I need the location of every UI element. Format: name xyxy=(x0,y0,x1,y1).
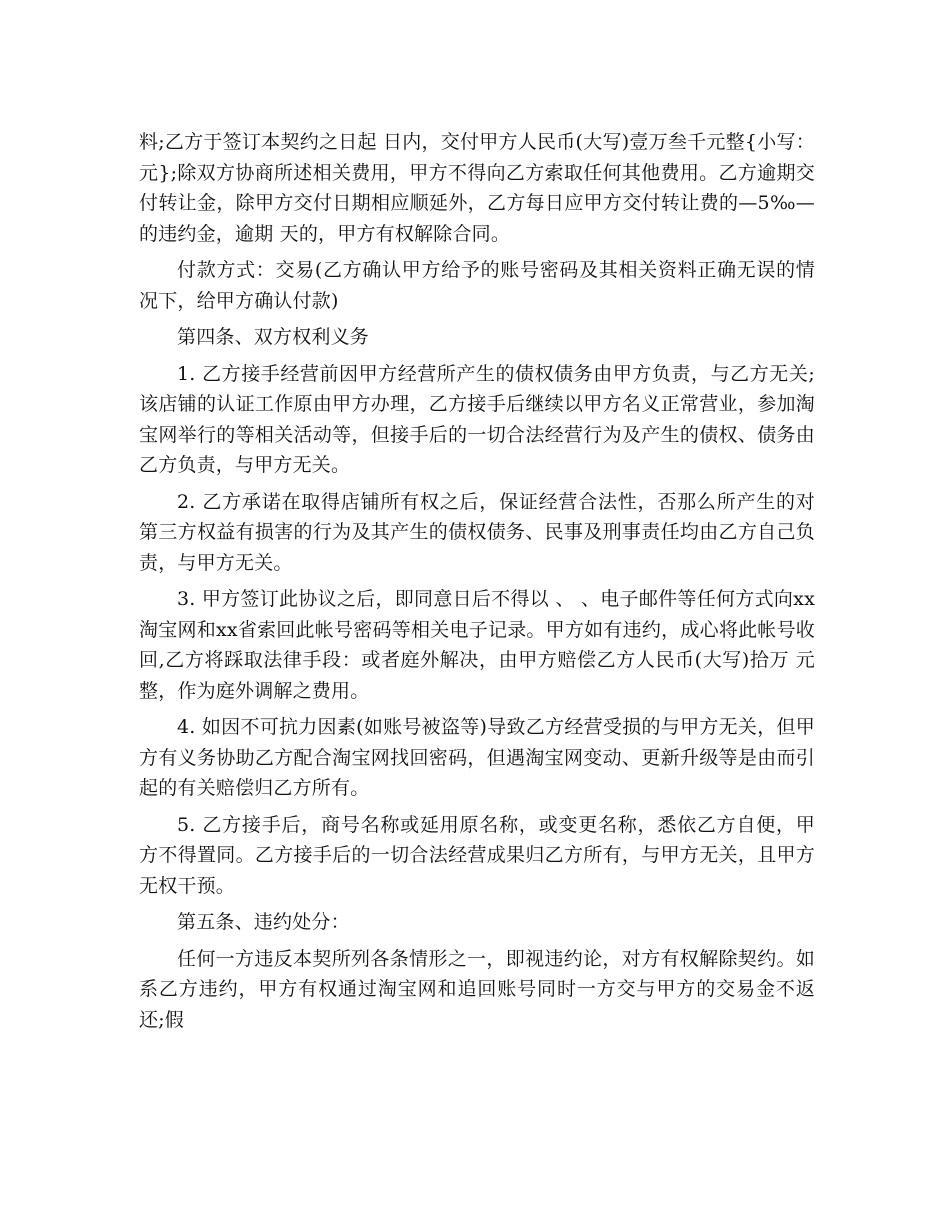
clause-3: 3. 甲方签订此协议之后，即同意日后不得以 、 、电子邮件等任何方式向xx淘宝网和xx省索回此帐号密码等相关电子记录。甲方如有违约，成心将此帐号收回,乙方将踩取法律手段：或者庭外解决，由甲方赔偿乙方人民币(大写)拾万 元整，作为庭外调解之费用。 xyxy=(139,588,815,702)
clause-1: 1. 乙方接手经营前因甲方经营所产生的债权债务由甲方负责，与乙方无关;该店铺的认证工作原由甲方办理，乙方接手后继续以甲方名义正常营业，参加淘宝网举行的等相关活动等，但接手后的一切合法经营行为及产生的债权、债务由乙方负责，与甲方无关。 xyxy=(139,362,815,476)
paragraph-payment-method: 付款方式：交易(乙方确认甲方给予的账号密码及其相关资料正确无误的情况下，给甲方确认付款) xyxy=(139,259,815,312)
clause-5: 5. 乙方接手后，商号名称或延用原名称，或变更名称，悉依乙方自便，甲方不得置同。乙方接手后的一切合法经营成果归乙方所有，与甲方无关，且甲方无权干预。 xyxy=(139,813,815,897)
heading-article-five: 第五条、违约处分： xyxy=(177,911,350,933)
document-body xyxy=(139,127,815,1041)
heading-article-four: 第四条、双方权利义务 xyxy=(177,326,370,348)
clause-4: 4. 如因不可抗力因素(如账号被盗等)导致乙方经营受损的与甲方无关，但甲方有义务协助乙方配合淘宝网找回密码，但遇淘宝网变动、更新升级等是由而引起的有关赔偿归乙方所有。 xyxy=(139,716,815,799)
paragraph-payment-terms-continued: 料;乙方于签订本契约之日起 日内，交付甲方人民币(大写)壹万叁千元整{小写：元};除双方协商所述相关费用，甲方不得向乙方索取任何其他费用。乙方逾期交付转让金，除甲方交付日期相应顺延外，乙方每日应甲方交付转让费的—5‰—的违约金，逾期 天的，甲方有权解除合同。 xyxy=(139,131,815,245)
clause-2: 2. 乙方承诺在取得店铺所有权之后，保证经营合法性，否那么所产生的对第三方权益有损害的行为及其产生的债权债务、民事及刑事责任均由乙方自己负责，与甲方无关。 xyxy=(139,490,815,574)
paragraph-breach-handling: 任何一方违反本契所列各条情形之一，即视违约论，对方有权解除契约。如系乙方违约，甲方有权通过淘宝网和追回账号同时一方交与甲方的交易金不返还;假 xyxy=(139,947,815,1031)
